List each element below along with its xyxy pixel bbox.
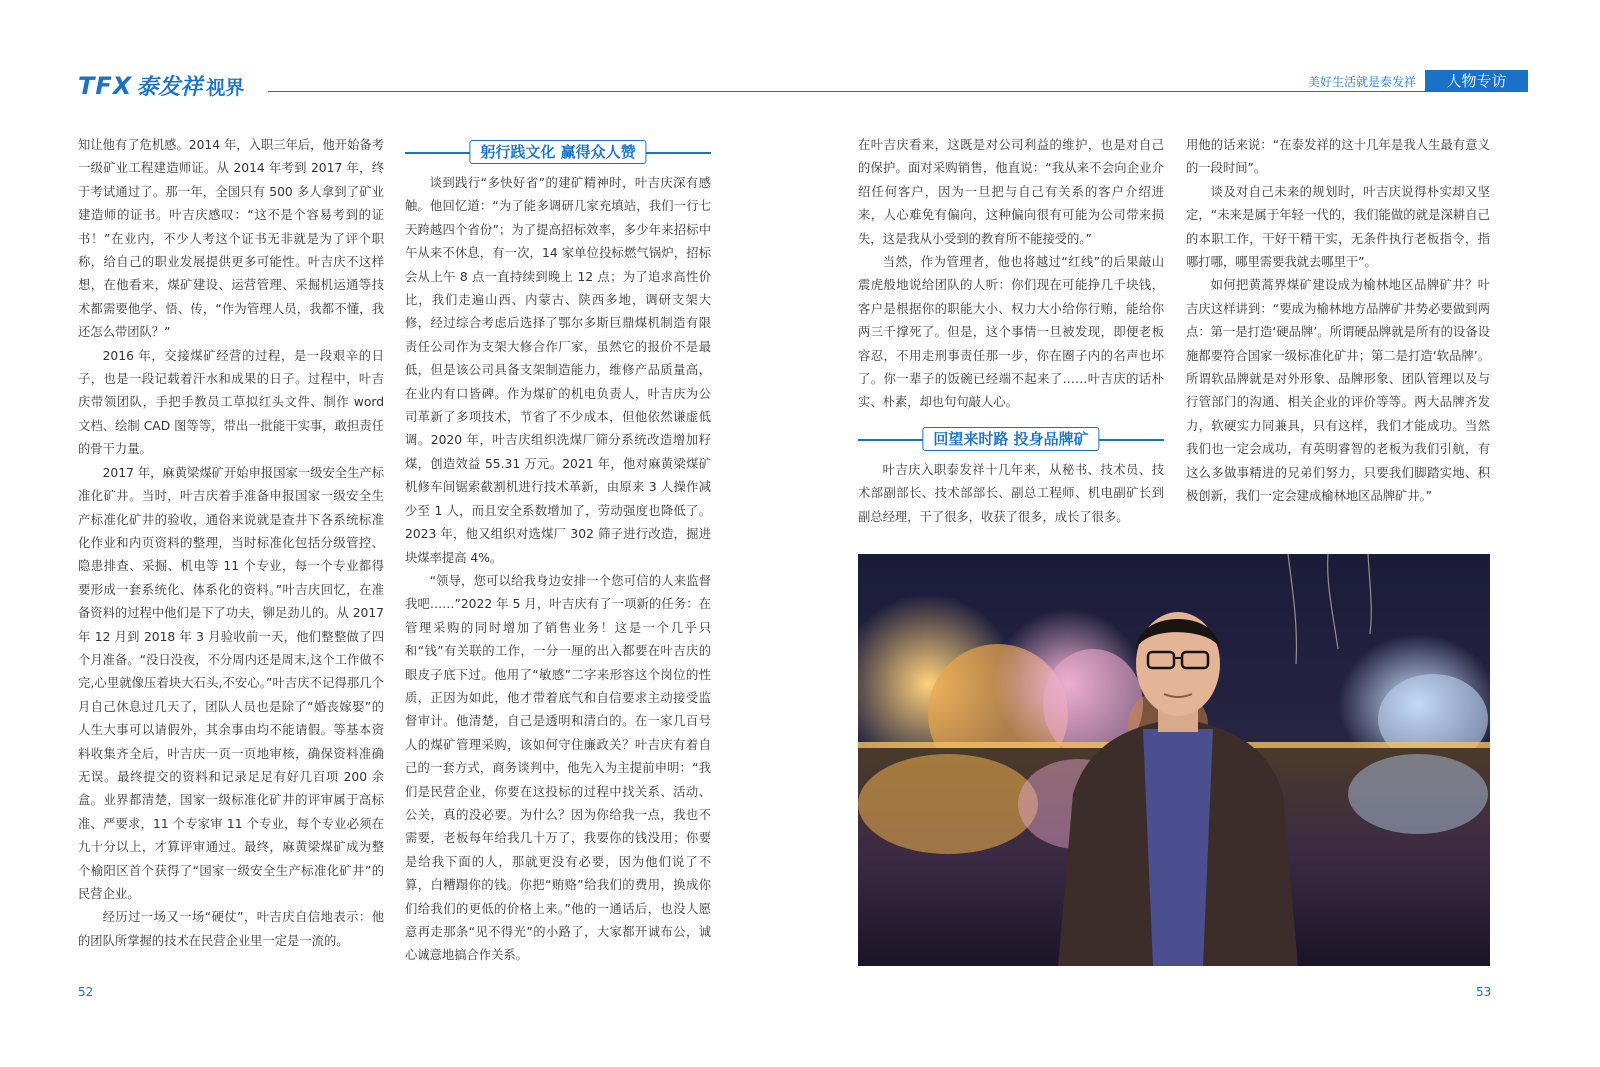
paragraph: 用他的话来说：“在泰发祥的这十几年是我人生最有意义的一段时间”。 [1186,138,1490,176]
paragraph: 2017 年，麻黄梁煤矿开始申报国家一级安全生产标准化矿井。当时，叶吉庆着手准备申报国家一级安全生产标准化矿井的验收，通俗来说就是查井下各系统标准化作业和内页资料的整理，当时标准化包括分级管控、隐患排查、采掘、机电等 11 个专业，每一个专业都得要形成一套系统化、体系化的资料。”叶吉庆回忆，在准备资料的过程中他们是下了功夫，铆足劲儿的。从 2017 年 12 月到 2018 年 3 月验收前一天，他们整整做了四个月准备。“没日没夜，不分周内还是周末,这个工作做不完,心里就像压着块大石头,不安心。”叶吉庆不记得那几个月自己休息过几天了，团队人员也是除了“婚丧嫁娶”的人生大事可以请假外，其余事由均不能请假。等基本资料收集齐全后，叶吉庆一页一页地审核，确保资料准确无误。最终提交的资料和记录足足有好几百项 200 余盒。业界都清楚，国家一级标准化矿井的评审属于高标准、严要求，11 个专家审 11 个专业，每个专业必须在九十分以上，才算评审通过。最终，麻黄梁煤矿成为整个榆阳区首个获得了“国家一级安全生产标准化矿井”的民营企业。 [78,465,384,901]
column-1 [78,134,384,953]
column-2 [405,134,711,968]
logo-suffix: 视界 [206,77,245,99]
person-shirt [1143,729,1213,966]
logo-latin: TFX [78,72,133,100]
paragraph: “领导，您可以给我身边安排一个您可信的人来监督我吧……”2022 年 5 月，叶吉庆有了一项新的任务：在管理采购的同时增加了销售业务！这是一个几乎只和“钱”有关联的工作，一分一厘的出入都要在叶吉庆的眼皮子底下过。他用了“敏感”二字来形容这个岗位的性质，正因为如此，他才带着底气和自信要求主动接受监督审计。他清楚，自己是透明和清白的。在一家几百号人的煤矿管理采购，该如何守住廉政关？叶吉庆有着自己的一套方式，商务谈判中，他先入为主提前申明：“我们是民营企业，你要在这投标的过程中找关系、活动、公关，真的没必要。为什么？因为你给我一点，我也不需要，老板每年给我几十万了，我要你的钱没用；你要是给我下面的人，那就更没有必要，因为他们说了不算，白糟蹋你的钱。你把“贿赂”给我们的费用，换成你们给我们的更低的价格上来。”他的一通话后，也没人愿意再走那条“见不得光”的小路了，大家都开诚布公，诚心诚意地搞合作关系。 [405,573,711,963]
page-number-right: 53 [1476,985,1492,999]
paragraph: 在叶吉庆看来，这既是对公司利益的维护，也是对自己的保护。面对采购销售，他直说：“我从来不会向企业介绍任何客户，因为一旦把与自己有关系的客户介绍进来，人心难免有偏向，这种偏向很有可能为公司带来损失，这是我从小受到的教育所不能接受的。” [858,138,1164,246]
section-heading [405,138,711,166]
paragraph: 2016 年，交接煤矿经营的过程，是一段艰辛的日子，也是一段记载着汗水和成果的日子。过程中，叶吉庆带领团队，手把手教员工草拟红头文件、制作 word 文档、绘制 CAD 图等等，带出一批能干实事，敢担责任的骨干力量。 [78,348,384,457]
section-tag: 人物专访 [1425,70,1528,92]
page-number-left: 52 [78,985,94,999]
portrait-photo [858,554,1490,966]
paragraph: 经历过一场又一场“硬仗”，叶吉庆自信地表示：他的团队所掌握的技术在民营企业里一定是一流的。 [78,910,384,948]
header-slogan: 美好生活就是泰发祥 [1302,73,1416,90]
paragraph: 谈到践行“多快好省”的建矿精神时，叶吉庆深有感触。他回忆道：“为了能多调研几家充填站，我们一行七天跨越四个省份”；为了提高招标效率，多少年来招标中午从来不休息，有一次，14 家单位投标燃气锅炉，招标会从上午 8 点一直持续到晚上 12 点；为了追求高性价比，我们走遍山西、内蒙古、陕西多地，调研支架大修，经过综合考虑后选择了鄂尔多斯巨鼎煤机制造有限责任公司作为支架大修合作厂家，虽然它的报价不是最低，但是该公司具备支架制造能力，维修产品质量高，在业内有口皆碑。作为煤矿的机电负责人，叶吉庆为公司革新了多项技术，节省了不少成本，但他依然谦虚低调。2020 年，叶吉庆组织洗煤厂筛分系统改造增加籽煤，创造效益 55.31 万元。2021 年，他对麻黄梁煤矿机修车间锯索截割机进行技术革新，由原来 3 人操作减少至 1 人，而且安全系数增加了，劳动强度也降低了。2023 年，他又组织对选煤厂 302 筛子进行改造，掘进块煤率提高 4%。 [405,176,711,565]
logo-chinese: 泰发祥 [136,75,203,100]
water-reflection-blue [1348,754,1488,834]
paragraph: 叶吉庆入职泰发祥十几年来，从秘书、技术员、技术部副部长、技术部部长、副总工程师、机电副矿长到副总经理，干了很多，收获了很多，成长了很多。 [858,462,1164,524]
heading-text: 回望来时路 投身品牌矿 [922,427,1099,451]
heading-text: 躬行践文化 赢得众人赞 [469,140,646,164]
column-3 [858,134,1164,529]
water-reflection-yellow [858,754,1038,854]
night-lake-portrait [858,554,1490,966]
column-4 [1186,134,1490,509]
paragraph: 谈及对自己未来的规划时，叶吉庆说得朴实却又坚定，“未来是属于年轻一代的，我们能做的就是深耕自己的本职工作，干好干精干实，无条件执行老板指令，指哪打哪，哪里需要我就去哪里干”。 [1186,184,1490,270]
paragraph: 当然，作为管理者，他也将越过“红线”的后果敲山震虎般地说给团队的人听：你们现在可能挣几千块钱，客户是根据你的职能大小、权力大小给你行贿，能给你两三千撑死了。但是，这个事情一旦被发现，即便老板容忍，不用走刑事责任那一步，你在圈子内的名声也坏了。你一辈子的饭碗已经端不起来了……叶吉庆的话朴实、朴素，却也句句敲人心。 [858,255,1164,410]
paragraph: 知让他有了危机感。2014 年，入职三年后，他开始备考一级矿业工程建造师证。从 2014 年考到 2017 年，终于考试通过了。那一年，全国只有 500 多人拿到了矿业建造师的证书。叶吉庆感叹：“这不是个容易考到的证书！”在业内，不少人考这个证书无非就是为了评个职称，给自己的职业发展提供更多可能性。叶吉庆不这样想，在他看来，煤矿建设、运营管理、采掘机运通等技术都需要他学、悟、传，“作为管理人员，我都不懂，我还怎么带团队？” [78,138,384,340]
paragraph: 如何把黄蒿界煤矿建设成为榆林地区品牌矿井？叶吉庆这样讲到：“要成为榆林地方品牌矿井势必要做到两点：第一是打造‘硬品牌’。所谓硬品牌就是所有的设备设施都要符合国家一级标准化矿井；第二是打造‘软品牌’。所谓软品牌就是对外形象、品牌形象、团队管理以及与行管部门的沟通、相关企业的评价等等。两大品牌齐发力，软硬实力同兼具，只有这样，我们才能成功。当然我们也一定会成功，有英明睿智的老板为我们引航，有这么多做事精进的兄弟们努力，只要我们脚踏实地、积极创新，我们一定会建成榆林地区品牌矿井。” [1186,278,1490,504]
section-heading [858,425,1164,453]
